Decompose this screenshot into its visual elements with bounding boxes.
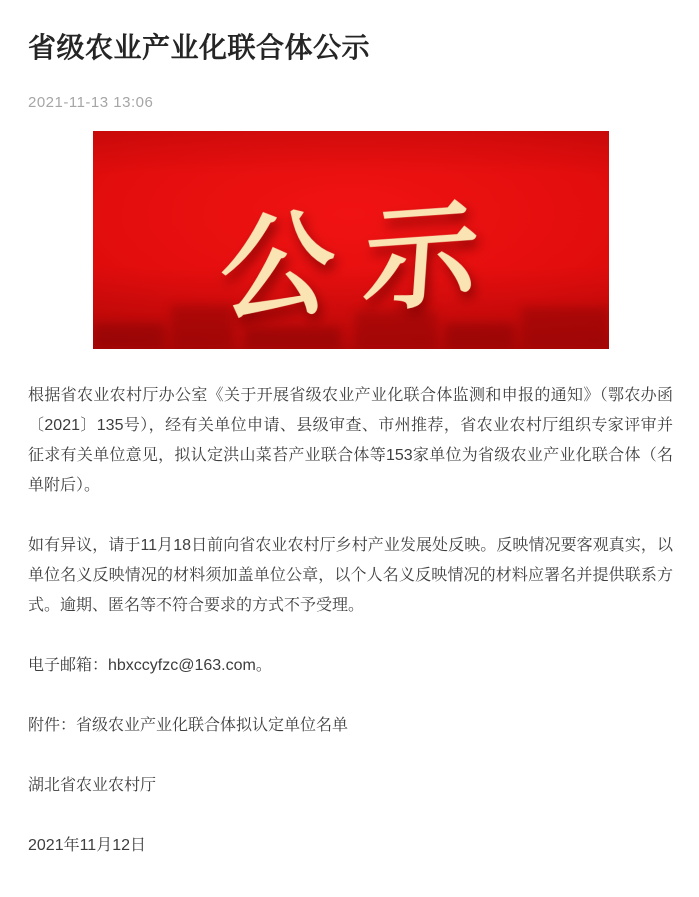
banner-gongshi-text: 公示 <box>216 187 513 336</box>
attachment-line: 附件：省级农业产业化联合体拟认定单位名单 <box>28 717 349 734</box>
announcement-banner-image <box>93 131 609 349</box>
issue-date: 2021年11月12日 <box>28 837 147 854</box>
paragraph-basis: 根据省农业农村厅办公室《关于开展省级农业产业化联合体监测和申报的通知》（鄂农办函〔2021〕135号），经有关单位申请、县级审查、市州推荐，省农业农村厅组织专家评审并征求有关单位意见，拟认定洪山菜苔产业联合体等153家单位为省级农业产业化联合体（名单附后）。 <box>28 387 673 494</box>
email-line: 电子邮箱：hbxccyfzc@163.com。 <box>28 657 272 674</box>
issuer-name: 湖北省农业农村厅 <box>28 777 157 794</box>
page-title: 省级农业产业化联合体公示 <box>28 32 371 63</box>
announcement-article-page <box>0 32 699 865</box>
article-body <box>28 381 673 861</box>
publish-datetime: 2021-11-13 13:06 <box>28 94 154 111</box>
paragraph-objection-notice: 如有异议，请于11月18日前向省农业农村厅乡村产业发展处反映。反映情况要客观真实，以单位名义反映情况的材料须加盖单位公章，以个人名义反映情况的材料应署名并提供联系方式。逾期、匿名等不符合要求的方式不予受理。 <box>28 537 673 614</box>
